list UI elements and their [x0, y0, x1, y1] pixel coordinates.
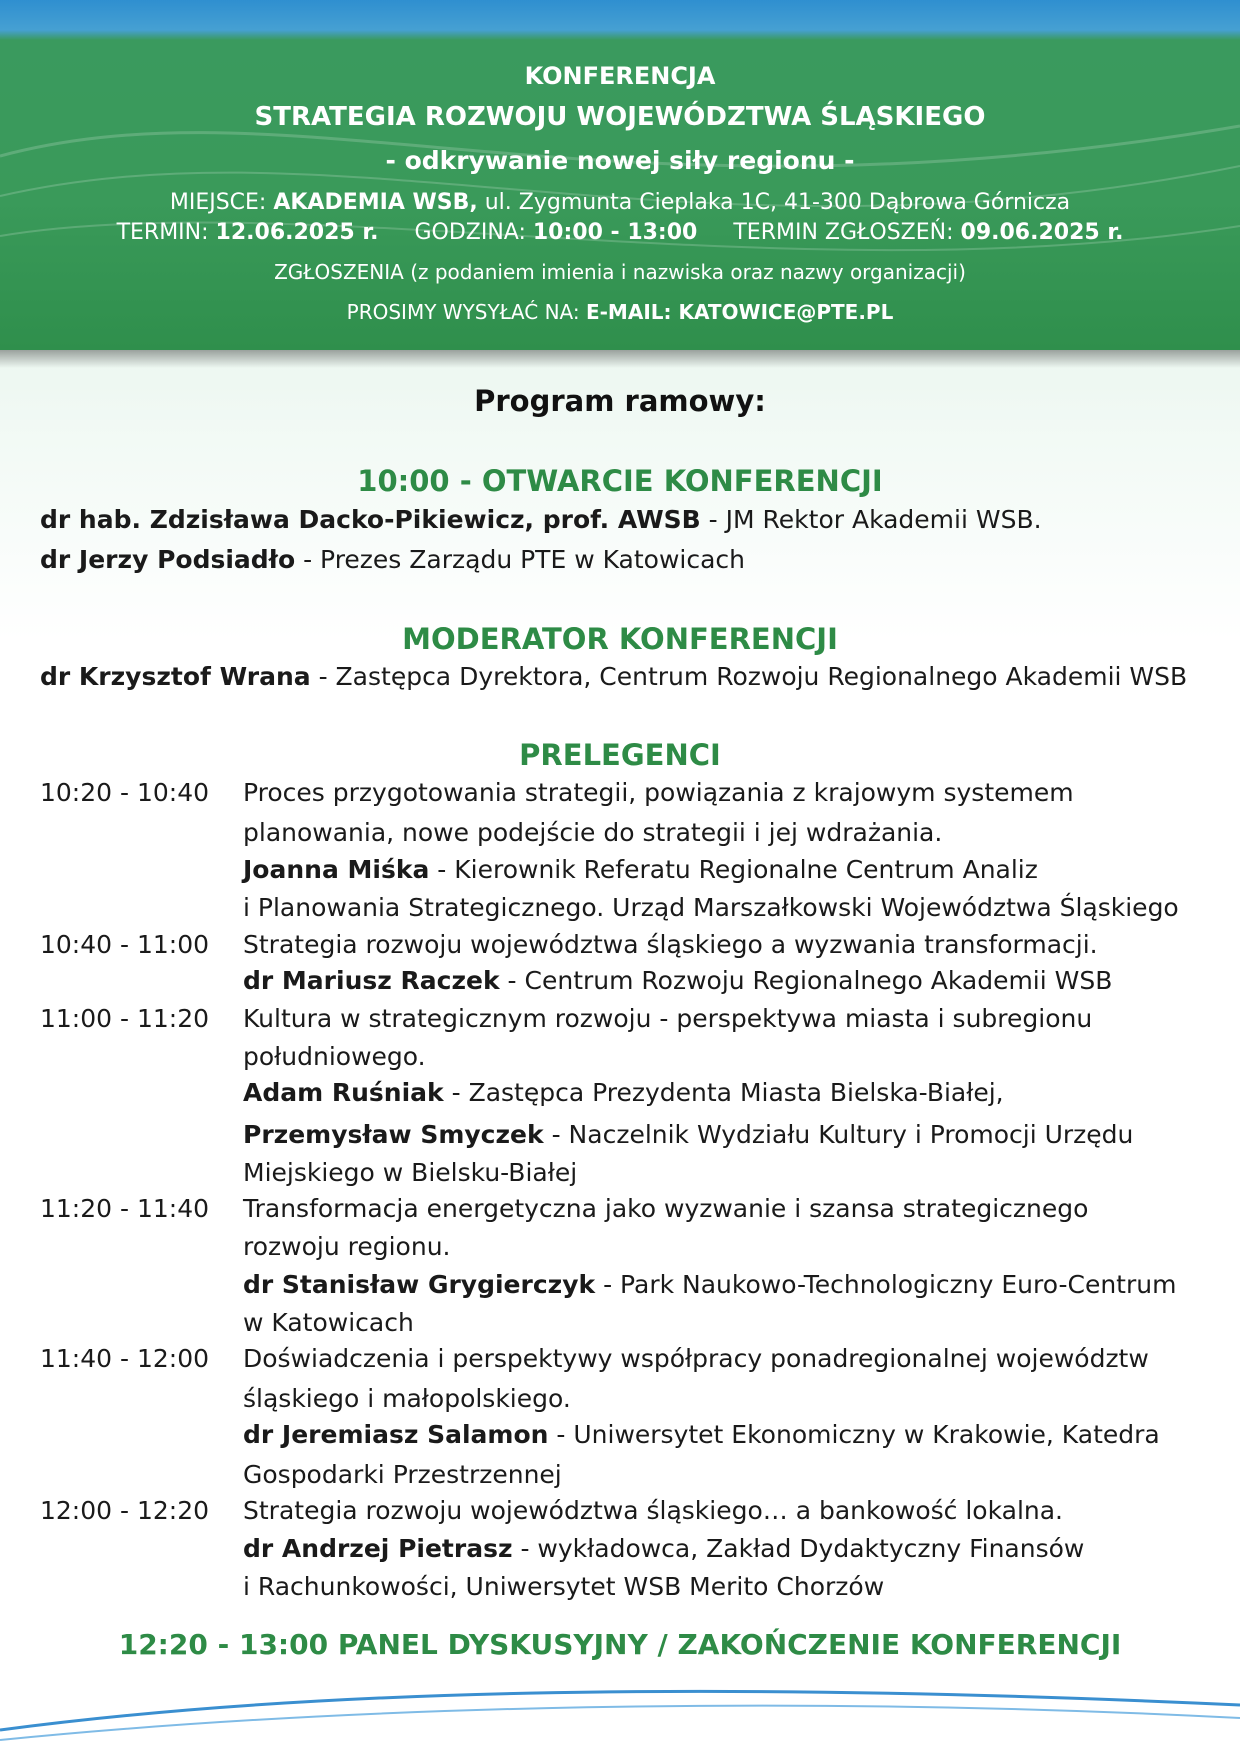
hour-label: GODZINA: — [414, 220, 533, 245]
person-role: - Prezes Zarządu PTE w Katowicach — [295, 545, 746, 574]
header-send — [0, 300, 1240, 324]
person-name: dr Krzysztof Wrana — [40, 662, 311, 691]
talk-topic: Strategia rozwoju województwa śląskiego a wyzwania transformacji. — [243, 930, 1098, 959]
talk-time: 11:20 - 11:40 — [40, 1194, 210, 1223]
send-label: PROSIMY WYSYŁAĆ NA: — [346, 300, 586, 324]
speaker-role: - Centrum Rozwoju Regionalnego Akademii WSB — [499, 966, 1113, 995]
talk-topic: Transformacja energetyczna jako wyzwanie i szansa strategicznego — [243, 1194, 1089, 1223]
talk-topic: Doświadczenia i perspektywy współpracy ponadregionalnej województw — [243, 1344, 1149, 1373]
talk-topic: Kultura w strategicznym rozwoju - perspektywa miasta i subregionu — [243, 1004, 1093, 1033]
talk-speaker — [243, 1534, 1084, 1563]
talk-speaker — [243, 855, 1038, 884]
talk-speaker-role: Gospodarki Przestrzennej — [243, 1460, 562, 1489]
header-banner — [0, 0, 1240, 350]
speaker-name: Joanna Miśka — [243, 855, 430, 884]
opening-person — [40, 545, 745, 574]
person-role: - Zastępca Dyrektora, Centrum Rozwoju Regionalnego Akademii WSB — [310, 662, 1188, 691]
talk-speaker-role: Miejskiego w Bielsku-Białej — [243, 1158, 578, 1187]
speaker-role: - wykładowca, Zakład Dydaktyczny Finansów — [512, 1534, 1085, 1563]
talk-topic: planowania, nowe podejście do strategii i jej wdrażania. — [243, 818, 943, 847]
speaker-name: Adam Ruśniak — [243, 1078, 444, 1107]
talk-topic: rozwoju regionu. — [243, 1232, 451, 1261]
hour-value: 10:00 - 13:00 — [532, 220, 698, 245]
header-place — [0, 190, 1240, 215]
date-label: TERMIN: — [116, 220, 216, 245]
speaker-name: Przemysław Smyczek — [243, 1120, 544, 1149]
person-name: dr hab. Zdzisława Dacko-Pikiewicz, prof. AWSB — [40, 505, 701, 534]
talk-time: 11:40 - 12:00 — [40, 1344, 210, 1373]
send-email[interactable]: E-MAIL: KATOWICE@PTE.PL — [585, 300, 894, 324]
person-role: - JM Rektor Akademii WSB. — [700, 505, 1042, 534]
deadline-label: TERMIN ZGŁOSZEŃ: — [733, 220, 961, 245]
talk-speaker-role: w Katowicach — [243, 1308, 414, 1337]
speaker-name: dr Stanisław Grygierczyk — [243, 1270, 596, 1299]
speaker-role: - Park Naukowo-Technologiczny Euro-Centrum — [595, 1270, 1177, 1299]
talk-time: 10:40 - 11:00 — [40, 930, 210, 959]
header-dates — [0, 220, 1240, 245]
closing-title: 12:20 - 13:00 PANEL DYSKUSYJNY / ZAKOŃCZENIE KONFERENCJI — [118, 1628, 1122, 1661]
talk-speaker — [243, 1078, 1004, 1107]
place-name: AKADEMIA WSB, — [273, 190, 478, 215]
talk-topic: Proces przygotowania strategii, powiązania z krajowym systemem — [243, 778, 1074, 807]
speaker-name: dr Jeremiasz Salamon — [243, 1420, 549, 1449]
speaker-role: - Kierownik Referatu Regionalne Centrum Analiz — [429, 855, 1038, 884]
person-name: dr Jerzy Podsiadło — [40, 545, 296, 574]
speakers-title: PRELEGENCI — [519, 738, 721, 772]
moderator-title: MODERATOR KONFERENCJI — [402, 622, 838, 656]
talk-time: 12:00 - 12:20 — [40, 1496, 210, 1525]
speaker-name: dr Mariusz Raczek — [243, 966, 500, 995]
talk-speaker — [243, 1420, 1160, 1449]
talk-speaker — [243, 1120, 1133, 1149]
talk-speaker-role: i Rachunkowości, Uniwersytet WSB Merito Chorzów — [243, 1572, 885, 1601]
deadline-value: 09.06.2025 r. — [960, 220, 1124, 245]
header-applications: ZGŁOSZENIA (z podaniem imienia i nazwiska oraz nazwy organizacji) — [274, 260, 966, 284]
place-label: MIEJSCE: — [169, 190, 274, 215]
footer-wave-decoration — [0, 1670, 1240, 1754]
talk-speaker-role: i Planowania Strategicznego. Urząd Marszałkowski Województwa Śląskiego — [243, 893, 1179, 922]
talk-speaker — [243, 966, 1112, 995]
opening-title: 10:00 - OTWARCIE KONFERENCJI — [357, 464, 883, 498]
header-title: STRATEGIA ROZWOJU WOJEWÓDZTWA ŚLĄSKIEGO — [254, 102, 986, 132]
talk-topic: południowego. — [243, 1042, 426, 1071]
speaker-name: dr Andrzej Pietrasz — [243, 1534, 513, 1563]
talk-speaker — [243, 1270, 1176, 1299]
header-subtitle: - odkrywanie nowej siły regionu - — [385, 146, 855, 175]
header-conference-label: KONFERENCJA — [524, 62, 716, 90]
talk-topic: Strategia rozwoju województwa śląskiego… a bankowość lokalna. — [243, 1496, 1064, 1525]
talk-topic: śląskiego i małopolskiego. — [243, 1384, 571, 1413]
talk-time: 10:20 - 10:40 — [40, 778, 210, 807]
header-shadow — [0, 350, 1240, 368]
speaker-role: - Zastępca Prezydenta Miasta Bielska-Białej, — [443, 1078, 1004, 1107]
moderator-person — [40, 662, 1187, 691]
date-value: 12.06.2025 r. — [215, 220, 379, 245]
opening-person — [40, 505, 1042, 534]
talk-time: 11:00 - 11:20 — [40, 1004, 210, 1033]
program-title: Program ramowy: — [474, 384, 766, 418]
speaker-role: - Naczelnik Wydziału Kultury i Promocji Urzędu — [543, 1120, 1134, 1149]
speaker-role: - Uniwersytet Ekonomiczny w Krakowie, Katedra — [548, 1420, 1160, 1449]
place-address: ul. Zygmunta Cieplaka 1C, 41-300 Dąbrowa Górnicza — [477, 190, 1071, 215]
